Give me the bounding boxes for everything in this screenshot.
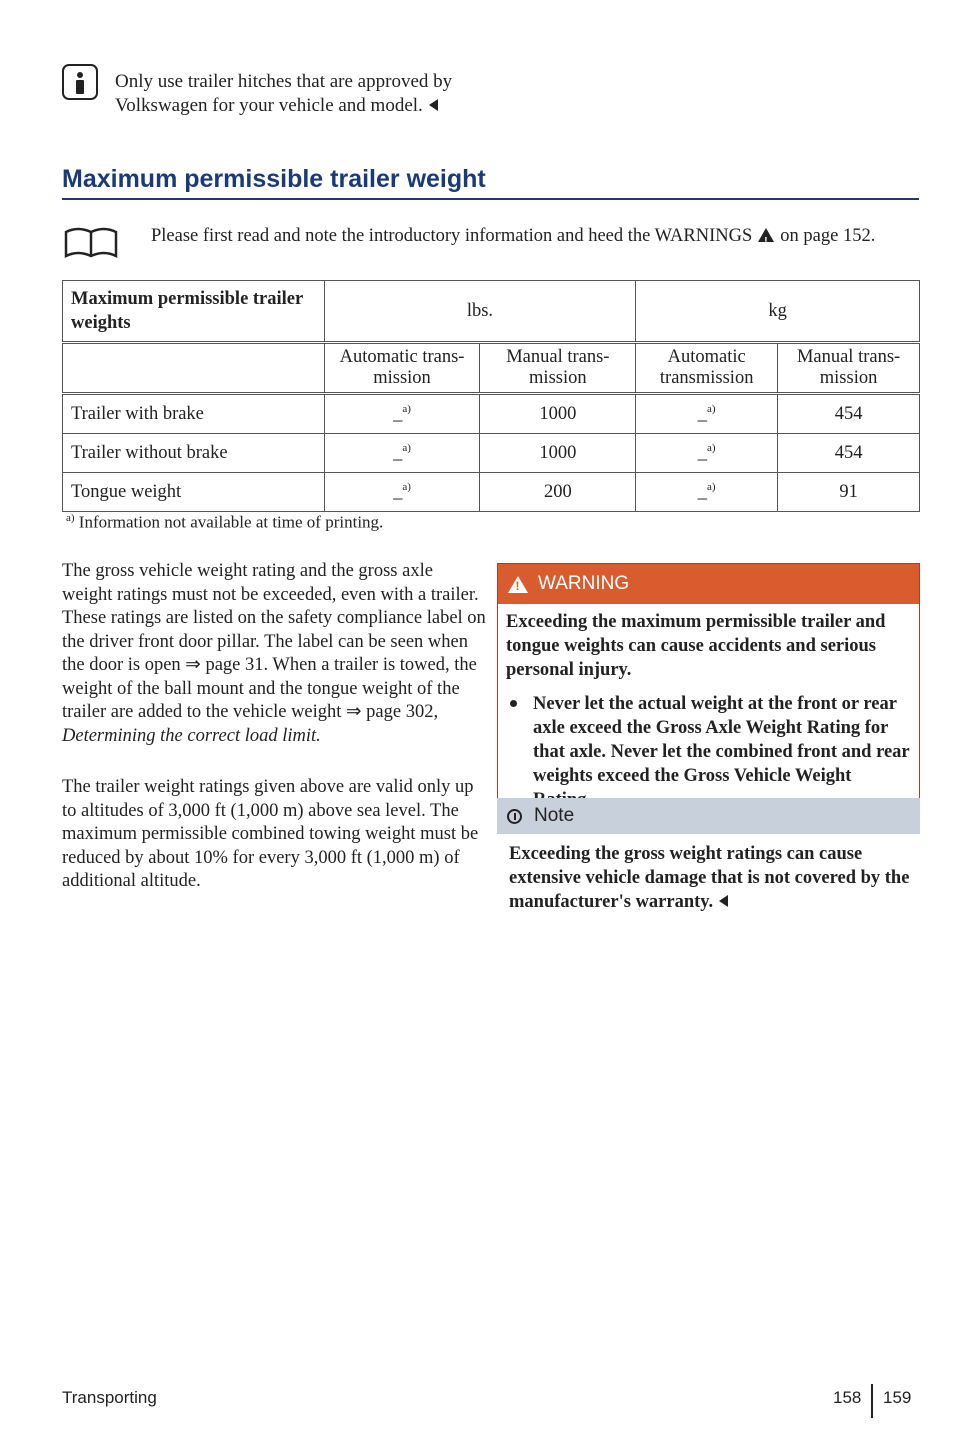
warning-body [498, 604, 919, 816]
book-icon [62, 226, 120, 260]
info-note-line1: Only use trailer hitches that are approved by [115, 71, 453, 92]
warning-header [498, 564, 919, 604]
note-title: Note [534, 805, 575, 826]
warning-bullet-text: Never let the actual weight at the front or rear axle exceed the Gross Axle Weight Rating for that axle. Never let the combined front and rear weights exceed the Gross Vehicle Weight [533, 694, 910, 786]
warning-title: WARNING [538, 573, 630, 594]
unit-kg-header: kg [636, 281, 920, 343]
page-number-right: 159 [883, 1388, 912, 1407]
table-empty-cell [63, 343, 325, 394]
table-cell: _$^{a)}$ [324, 473, 480, 512]
para1-text: The gross vehicle weight rating and the gross axle weight ratings must not be exceeded, even with a trailer. These ratings are listed on the safety compliance label on the driver front door pillar. The label can be seen when the door is open ⇒ page 31. When a trailer is towed, the weight of the ball mount and the tongue weight of the trailer are added to the vehicle weight ⇒ page 302, [62, 561, 486, 722]
unit-lbs-header: lbs. [324, 281, 636, 343]
bullet-icon [510, 700, 517, 707]
footnote-mark: a) [707, 480, 716, 493]
row-label: Trailer with brake [63, 394, 325, 434]
sub-header: Manual trans-mission [778, 343, 920, 394]
load-limit-link[interactable]: Determining the correct load limit. [62, 725, 321, 746]
table-cell: 1000 [480, 394, 636, 434]
sub-header: Manual trans-mission [480, 343, 636, 394]
table-cell: _$^{a)}$ [324, 394, 480, 434]
info-note [115, 70, 495, 118]
table-row [63, 394, 920, 434]
table-cell: _$^{a)}$ [636, 473, 778, 512]
trailer-weight-table [62, 280, 920, 512]
footnote-mark: a) [402, 480, 411, 493]
heading-rule [62, 198, 919, 200]
para2-text: The trailer weight ratings given above are valid only up to altitudes of 3,000 ft (1,000 m) above sea level. The maximum permissible combined towing weight must be reduced by about 10% for every 3,000 ft (1,000 m) of additional altitude. [62, 777, 479, 891]
warning-icon [508, 576, 528, 593]
note-icon [507, 809, 522, 824]
table-cell: 91 [778, 473, 920, 512]
footnote-mark: a) [707, 402, 716, 415]
sub-header: Automatic transmission [636, 343, 778, 394]
end-of-section-icon [719, 895, 728, 907]
table-cell: _$^{a)}$ [324, 434, 480, 473]
footnote-mark: a) [402, 402, 411, 415]
note-text: Exceeding the gross weight ratings can cause extensive vehicle damage that is not covered by the manufacturer's warranty. [509, 844, 910, 912]
warning-intro: Exceeding the maximum permissible trailer and tongue weights can cause accidents and serious personal injury. [506, 612, 886, 680]
footer-section-name: Transporting [62, 1388, 157, 1407]
table-row [63, 434, 920, 473]
table-row [63, 473, 920, 512]
table-cell: 1000 [480, 434, 636, 473]
info-icon [62, 64, 98, 100]
table-corner-header: Maximum permissible trailer weights [63, 281, 325, 343]
section-title: Maximum permissible trailer weight [62, 165, 486, 193]
note-body [509, 842, 919, 914]
warning-box [497, 563, 920, 817]
row-label: Trailer without brake [63, 434, 325, 473]
intro-page-link[interactable]: on page 152. [780, 226, 876, 246]
footnote [66, 512, 383, 533]
intro-text [151, 224, 921, 248]
info-note-line2: Volkswagen for your vehicle and model. [115, 95, 423, 116]
intro-before: Please first read and note the introductory information and heed the WARNINGS [151, 226, 753, 246]
row-label: Tongue weight [63, 473, 325, 512]
footnote-mark: a) [402, 441, 411, 454]
body-paragraph-2 [62, 776, 487, 894]
footnote-mark: a) [66, 512, 75, 524]
table-cell: _$^{a)}$ [636, 394, 778, 434]
sub-header: Automatic trans-mission [324, 343, 480, 394]
table-cell: 454 [778, 434, 920, 473]
footnote-text: Information not available at time of printing. [78, 512, 384, 532]
table-cell: _$^{a)}$ [636, 434, 778, 473]
footer-divider [871, 1384, 873, 1418]
warning-bullet [506, 692, 911, 812]
table-cell: 454 [778, 394, 920, 434]
end-of-section-icon [429, 99, 438, 111]
body-paragraph-1 [62, 560, 487, 748]
footnote-mark: a) [707, 441, 716, 454]
table-cell: 200 [480, 473, 636, 512]
page-number-left: 158 [833, 1388, 862, 1407]
note-header [497, 798, 920, 834]
warning-triangle-icon [758, 228, 774, 242]
